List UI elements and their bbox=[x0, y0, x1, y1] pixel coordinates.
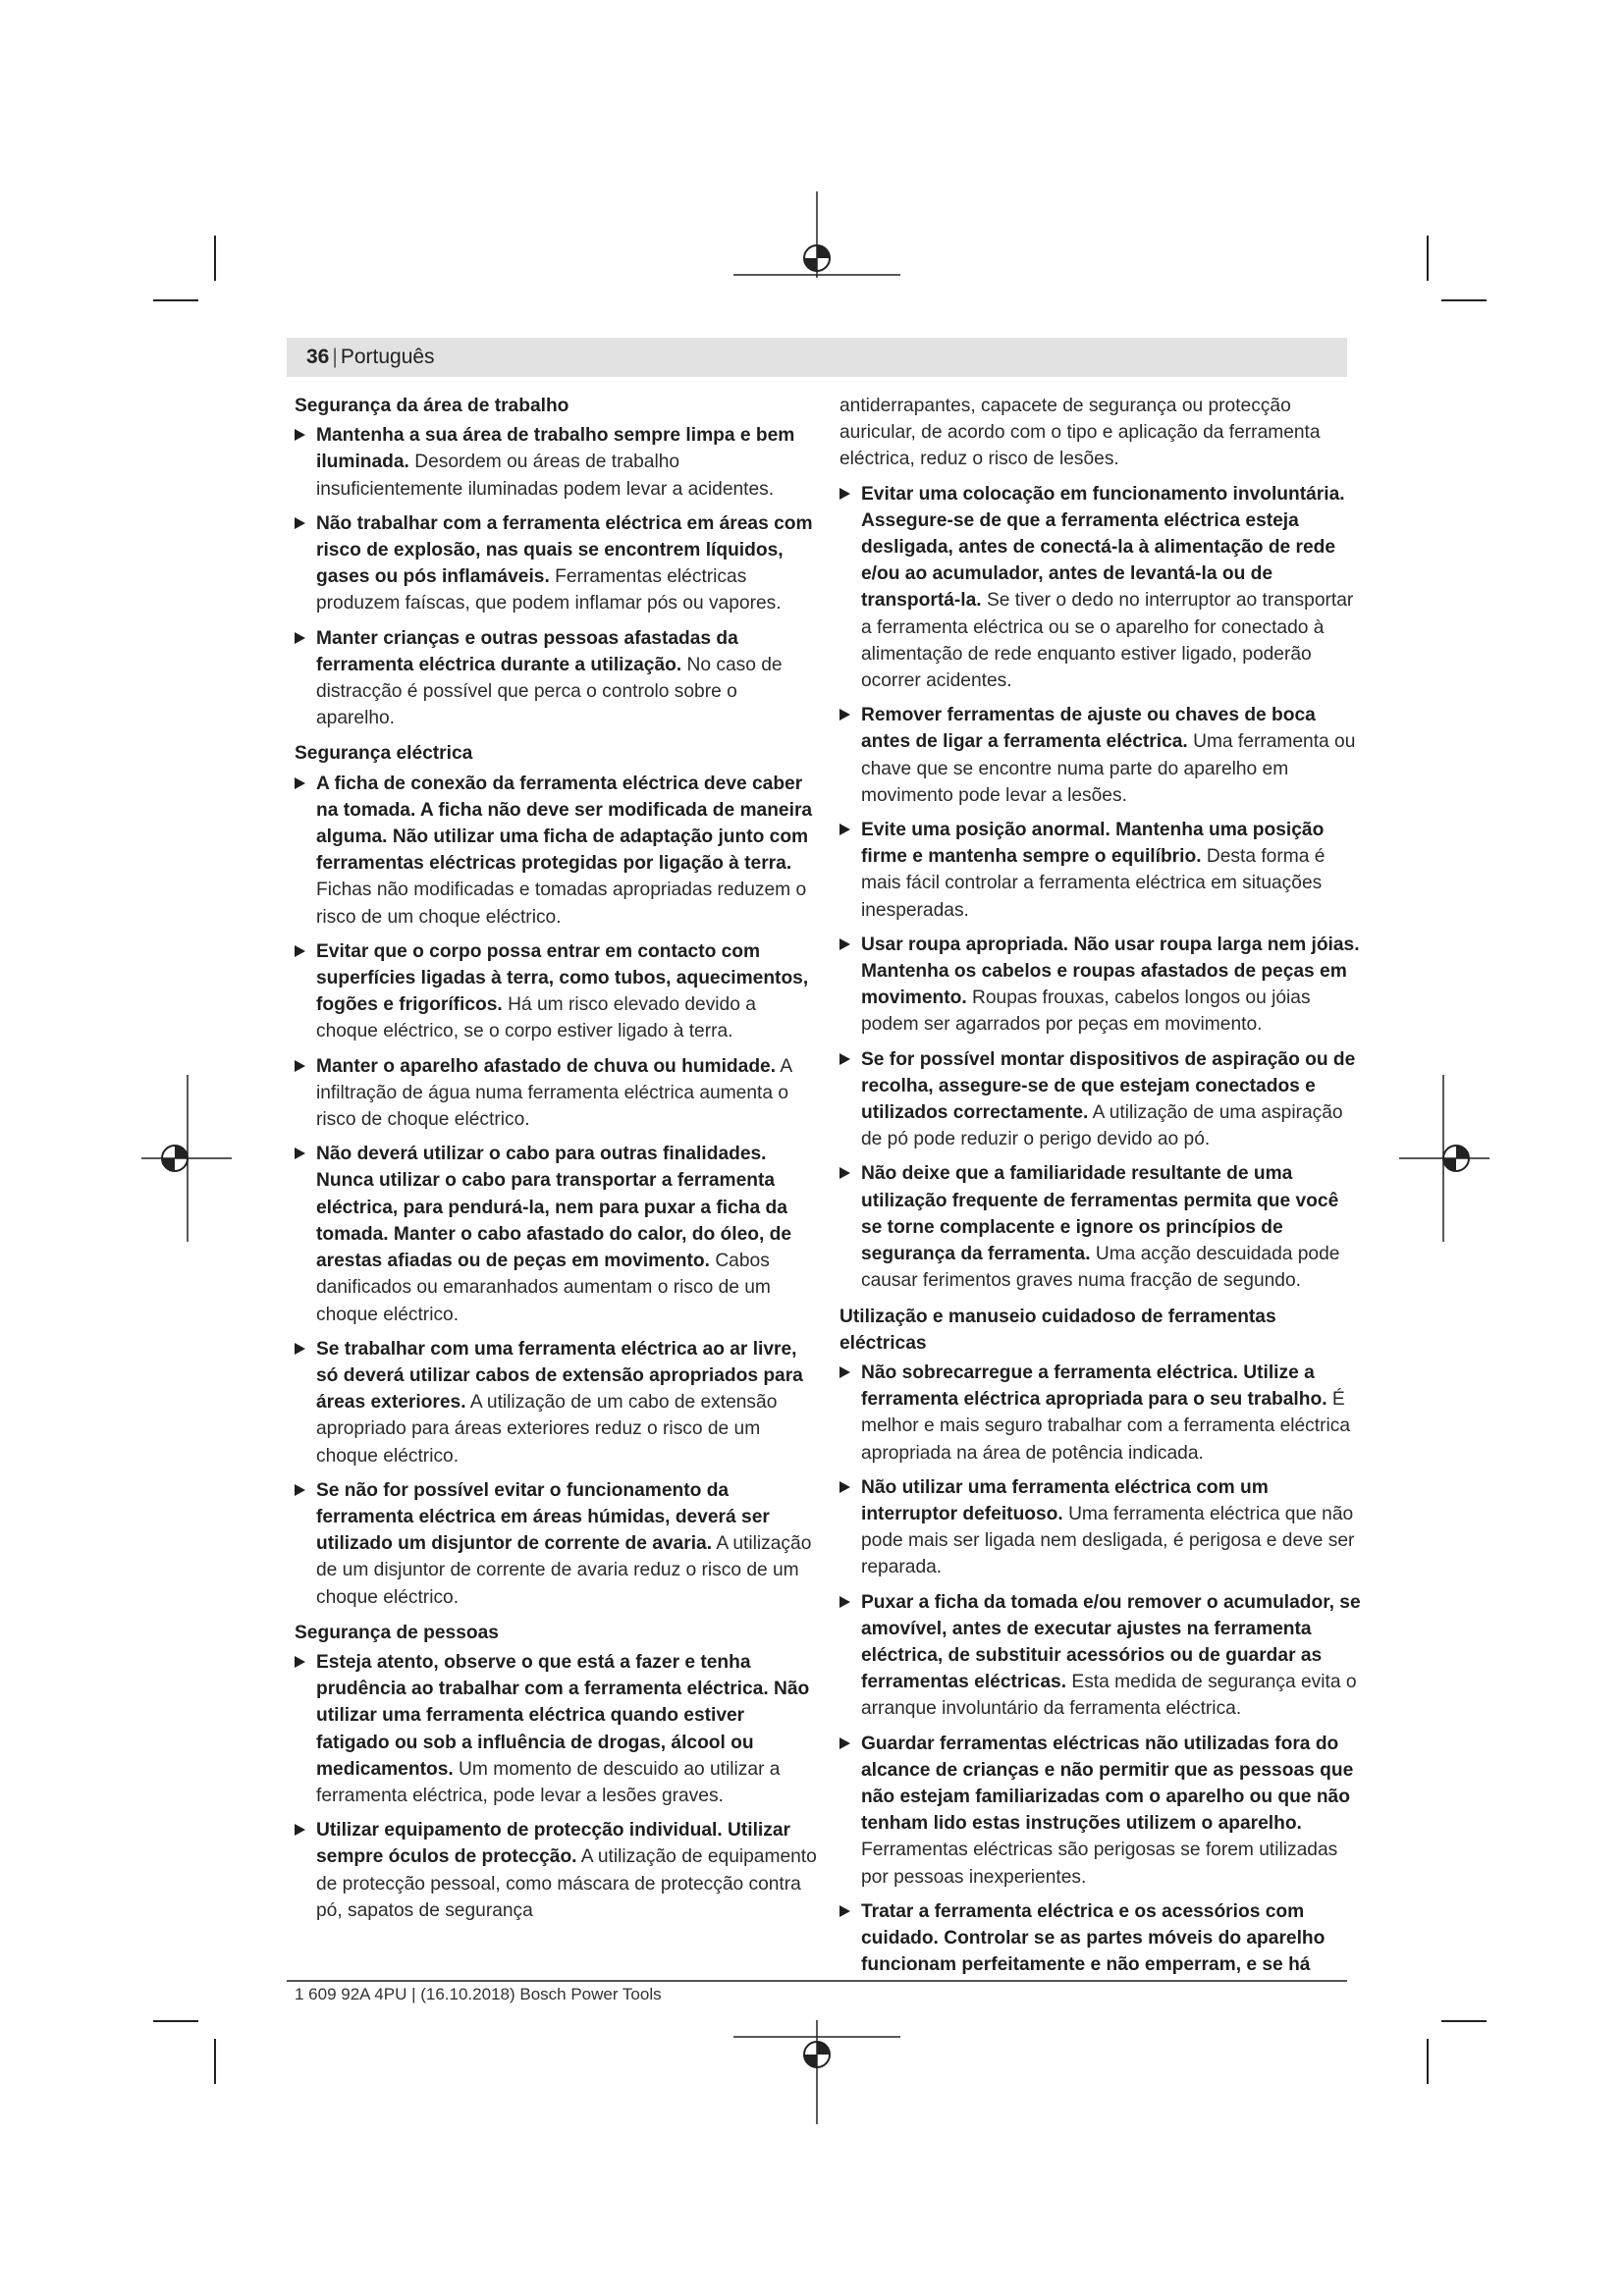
bullet-triangle-icon bbox=[839, 709, 850, 721]
bullet-triangle-icon bbox=[295, 429, 305, 441]
bullet-triangle-icon bbox=[839, 1366, 850, 1378]
page-footer: 1 609 92A 4PU | (16.10.2018) Bosch Power Tools bbox=[295, 1985, 662, 2003]
bullet-triangle-icon bbox=[295, 945, 305, 957]
bullet-triangle-icon bbox=[839, 824, 850, 835]
crop-mark bbox=[1441, 299, 1487, 301]
bullet-triangle-icon bbox=[295, 632, 305, 644]
bullet-triangle-icon bbox=[839, 1481, 850, 1493]
crop-mark bbox=[1427, 236, 1429, 281]
list-item: Manter crianças e outras pessoas afastadas da ferramenta eléctrica durante a utilização. No caso de distracção é possível que perca o controlo sobre o aparelho. bbox=[295, 625, 817, 732]
bullet-triangle-icon bbox=[295, 1343, 305, 1355]
list-item: Esteja atento, observe o que está a fazer e tenha prudência ao trabalhar com a ferramenta eléctrica. Não utilizar uma ferramenta eléctrica quando estiver fatigado ou sob a influência de drogas, álcool ou medicamentos. Um momento de descuido ao utilizar a ferramenta eléctrica, pode levar a lesões graves. bbox=[295, 1649, 817, 1809]
list-item: Manter o aparelho afastado de chuva ou humidade. A infiltração de água numa ferramenta eléctrica aumenta o risco de choque eléctrico. bbox=[295, 1053, 817, 1134]
list-item: Utilizar equipamento de protecção individual. Utilizar sempre óculos de protecção. A utilização de equipamento de protecção pessoal, como máscara de protecção contra pó, sapatos de segurança bbox=[295, 1817, 817, 1924]
crop-mark bbox=[153, 299, 198, 301]
bullet-triangle-icon bbox=[839, 1053, 850, 1065]
list-item: Evitar uma colocação em funcionamento involuntária. Assegure-se de que a ferramenta eléctrica esteja desligada, antes de conectá-la à alimentação de rede e/ou ao acumulador, antes de levantá-la ou de transportá-la. Se tiver o dedo no interruptor ao transportar a ferramenta eléctrica ou se o aparelho for conectado à alimentação de rede enquanto estiver ligado, poderão ocorrer acidentes. bbox=[839, 481, 1362, 695]
bullet-triangle-icon bbox=[839, 488, 850, 500]
bullet-triangle-icon bbox=[839, 1596, 850, 1608]
registration-mark-icon bbox=[733, 2020, 900, 2128]
section-title: Segurança eléctrica bbox=[295, 743, 473, 765]
list-item: Se for possível montar dispositivos de aspiração ou de recolha, assegure-se de que estejam conectados e utilizados correctamente. A utilização de uma aspiração de pó pode reduzir o perigo devido ao pó. bbox=[839, 1046, 1362, 1153]
list-item: Se não for possível evitar o funcionamento da ferramenta eléctrica em áreas húmidas, deverá ser utilizado um disjuntor de corrente de avaria. A utilização de um disjuntor de corrente de avaria reduz o risco de um choque eléctrico. bbox=[295, 1477, 817, 1611]
left-column bbox=[295, 393, 817, 1932]
footer-divider bbox=[287, 1980, 1347, 1982]
registration-mark-icon bbox=[1399, 1075, 1497, 1242]
bullet-triangle-icon bbox=[295, 517, 305, 529]
list-item: Não deixe que a familiaridade resultante de uma utilização frequente de ferramentas permita que você se torne complacente e ignore os princípios de segurança da ferramenta. Uma acção descuidada pode causar ferimentos graves numa fracção de segundo. bbox=[839, 1160, 1362, 1294]
crop-mark bbox=[214, 236, 216, 281]
bullet-triangle-icon bbox=[295, 777, 305, 789]
list-item: Se trabalhar com uma ferramenta eléctrica ao ar livre, só deverá utilizar cabos de extensão apropriados para áreas exteriores. A utilização de um cabo de extensão apropriado para áreas exteriores reduz o risco de um choque eléctrico. bbox=[295, 1336, 817, 1469]
list-item: A ficha de conexão da ferramenta eléctrica deve caber na tomada. A ficha não deve ser modificada de maneira alguma. Não utilizar uma ficha de adaptação junto com ferramentas eléctricas protegidas por ligação à terra. Fichas não modificadas e tomadas apropriadas reduzem o risco de um choque eléctrico. bbox=[295, 771, 817, 931]
header-language: Português bbox=[340, 346, 435, 368]
section-title: Segurança de pessoas bbox=[295, 1622, 499, 1643]
header-separator: | bbox=[332, 346, 338, 368]
crop-mark bbox=[153, 2020, 198, 2022]
list-item: Não trabalhar com a ferramenta eléctrica em áreas com risco de explosão, nas quais se encontrem líquidos, gases ou pós inflamáveis. Ferramentas eléctricas produzem faíscas, que podem inflamar pós ou vapores. bbox=[295, 510, 817, 617]
list-item: Não deverá utilizar o cabo para outras finalidades. Nunca utilizar o cabo para transportar a ferramenta eléctrica, para pendurá-la, nem para puxar a ficha da tomada. Manter o cabo afastado do calor, do óleo, de arestas afiadas ou de peças em movimento. Cabos danificados ou emaranhados aumentam o risco de um choque eléctrico. bbox=[295, 1141, 817, 1327]
section-title: Utilização e manuseio cuidadoso de ferramentas eléctricas bbox=[839, 1306, 1276, 1354]
list-item: Evitar que o corpo possa entrar em contacto com superfícies ligadas à terra, como tubos, aquecimentos, fogões e frigoríficos. Há um risco elevado devido a choque eléctrico, se o corpo estiver ligado à terra. bbox=[295, 938, 817, 1045]
bullet-triangle-icon bbox=[839, 1167, 850, 1179]
continued-text: antiderrapantes, capacete de segurança ou protecção auricular, de acordo com o tipo e aplicação da ferramenta eléctrica, reduz o risco de lesões. bbox=[839, 396, 1321, 470]
bullet-triangle-icon bbox=[295, 1148, 305, 1159]
list-item: Puxar a ficha da tomada e/ou remover o acumulador, se amovível, antes de executar ajustes na ferramenta eléctrica, de substituir acessórios ou de guardar as ferramentas eléctricas. Esta medida de segurança evita o arranque involuntário da ferramenta eléctrica. bbox=[839, 1589, 1362, 1723]
bullet-triangle-icon bbox=[295, 1060, 305, 1072]
list-item: Não sobrecarregue a ferramenta eléctrica. Utilize a ferramenta eléctrica apropriada para o seu trabalho. É melhor e mais seguro trabalhar com a ferramenta eléctrica apropriada na área de potência indicada. bbox=[839, 1360, 1362, 1467]
list-item: Guardar ferramentas eléctricas não utilizadas fora do alcance de crianças e não permitir que as pessoas que não estejam familiarizadas com o aparelho ou que não tenham lido estas instruções utilizem o aparelho. Ferramentas eléctricas são perigosas se forem utilizadas por pessoas inexperientes. bbox=[839, 1731, 1362, 1891]
list-item: Não utilizar uma ferramenta eléctrica com um interruptor defeituoso. Uma ferramenta eléctrica que não pode mais ser ligada nem desligada, é perigosa e deve ser reparada. bbox=[839, 1474, 1362, 1581]
crop-mark bbox=[214, 2039, 216, 2084]
registration-mark-icon bbox=[134, 1075, 232, 1242]
list-item: Remover ferramentas de ajuste ou chaves de boca antes de ligar a ferramenta eléctrica. Uma ferramenta ou chave que se encontre numa parte do aparelho em movimento pode levar a lesões. bbox=[839, 702, 1362, 809]
bullet-triangle-icon bbox=[839, 1905, 850, 1917]
crop-mark bbox=[1427, 2039, 1429, 2084]
page-header bbox=[287, 338, 1347, 377]
list-item: Evite uma posição anormal. Mantenha uma posição firme e mantenha sempre o equilíbrio. Desta forma é mais fácil controlar a ferramenta eléctrica em situações inesperadas. bbox=[839, 817, 1362, 924]
section-title: Segurança da área de trabalho bbox=[295, 396, 569, 416]
list-item: Tratar a ferramenta eléctrica e os acessórios com cuidado. Controlar se as partes móveis do aparelho funcionam perfeitamente e não emperram, e se há bbox=[839, 1898, 1362, 1979]
bullet-triangle-icon bbox=[295, 1824, 305, 1836]
bullet-triangle-icon bbox=[295, 1656, 305, 1668]
list-item: Mantenha a sua área de trabalho sempre limpa e bem iluminada. Desordem ou áreas de trabalho insuficientemente iluminadas podem levar a acidentes. bbox=[295, 422, 817, 503]
list-item: Usar roupa apropriada. Não usar roupa larga nem jóias. Mantenha os cabelos e roupas afastados de peças em movimento. Roupas frouxas, cabelos longos ou jóias podem ser agarrados por peças em movimento. bbox=[839, 932, 1362, 1039]
right-column bbox=[839, 393, 1362, 1986]
bullet-triangle-icon bbox=[839, 938, 850, 950]
crop-mark bbox=[1441, 2020, 1487, 2022]
bullet-triangle-icon bbox=[295, 1484, 305, 1496]
bullet-triangle-icon bbox=[839, 1737, 850, 1749]
page-number: 36 bbox=[306, 346, 330, 368]
registration-mark-icon bbox=[733, 191, 900, 280]
